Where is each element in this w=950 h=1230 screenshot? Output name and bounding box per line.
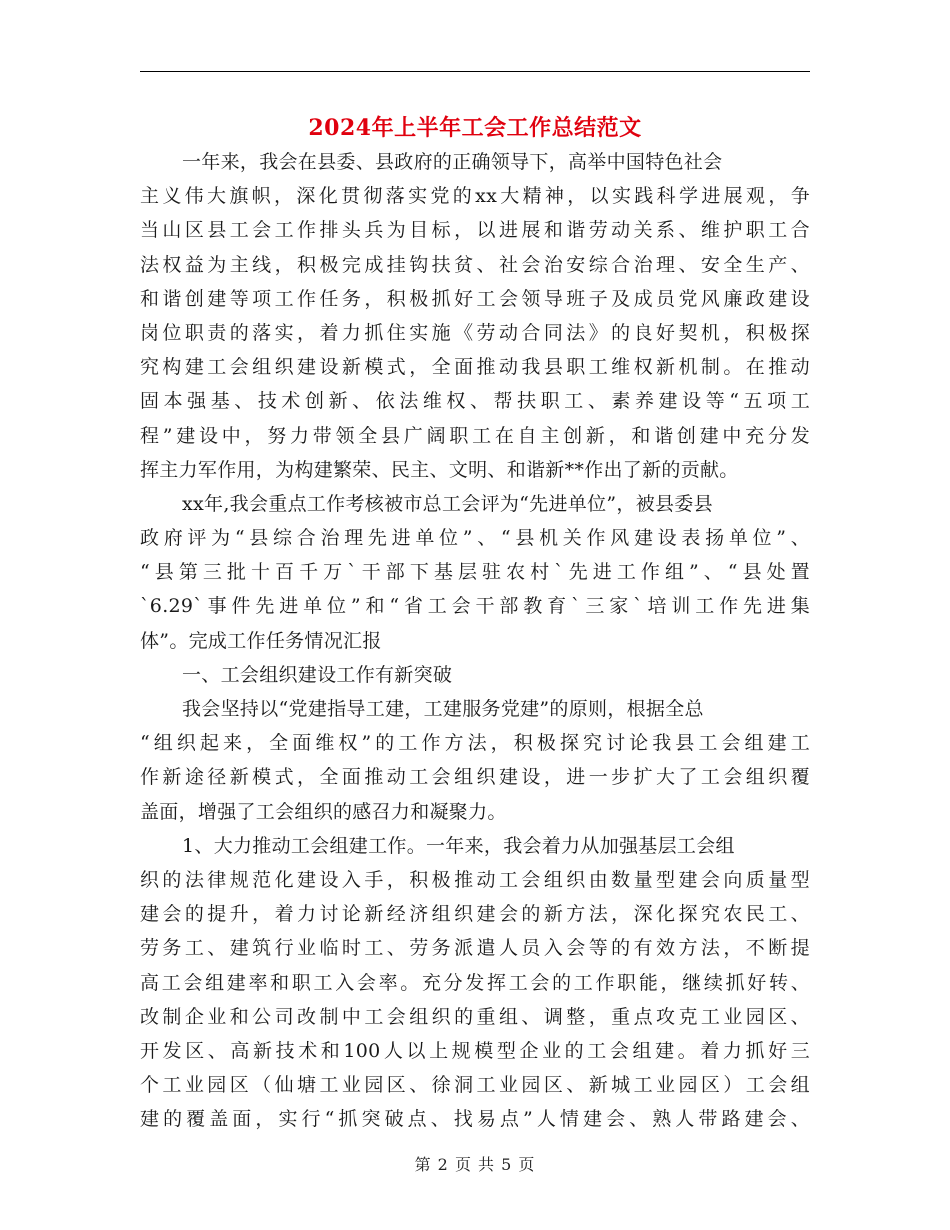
body-line: 开发区、高新技术和100人以上规模型企业的工会组建。着力抓好三 bbox=[140, 1039, 810, 1062]
body-line: 个工业园区（仙塘工业园区、徐洞工业园区、新城工业园区）工会组 bbox=[140, 1074, 810, 1097]
page-number: 第 2 页 共 5 页 bbox=[414, 1155, 536, 1174]
document-body bbox=[140, 145, 810, 1136]
body-line: 作新途径新模式，全面推动工会组织建设，进一步扩大了工会组织覆 bbox=[140, 766, 810, 789]
body-line: “县第三批十百千万`干部下基层驻农村`先进工作组”、“县处置 bbox=[140, 561, 810, 584]
body-line: 当山区县工会工作排头兵为目标，以进展和谐劳动关系、维护职工合 bbox=[140, 219, 810, 242]
body-line: 岗位职责的落实，着力抓住实施《劳动合同法》的良好契机，积极探 bbox=[140, 321, 810, 344]
body-line: 究构建工会组织建设新模式，全面推动我县职工维权新机制。在推动 bbox=[140, 356, 810, 379]
body-line: 建会的提升，着力讨论新经济组织建会的新方法，深化探究农民工、 bbox=[140, 903, 810, 926]
body-line: 改制企业和公司改制中工会组织的重组、调整，重点攻克工业园区、 bbox=[140, 1005, 810, 1028]
body-line: 织的法律规范化建设入手，积极推动工会组织由数量型建会向质量型 bbox=[140, 868, 810, 891]
body-line: 主义伟大旗帜，深化贯彻落实党的xx大精神，以实践科学进展观，争 bbox=[140, 185, 810, 208]
body-line: 和谐创建等项工作任务，积极抓好工会领导班子及成员党风廉政建设 bbox=[140, 287, 810, 310]
body-line: 固本强基、技术创新、依法维权、帮扶职工、素养建设等“五项工 bbox=[140, 390, 810, 413]
body-line: “组织起来，全面维权”的工作方法，积极探究讨论我县工会组建工 bbox=[140, 732, 810, 755]
body-line: 我会坚持以“党建指导工建，工建服务党建”的原则，根据全总 bbox=[182, 698, 704, 720]
body-line: `6.29`事件先进单位”和“省工会干部教育`三家`培训工作先进集 bbox=[140, 595, 810, 618]
section-heading: 一、工会组织建设工作有新突破 bbox=[182, 663, 453, 686]
body-line: 政府评为“县综合治理先进单位”、“县机关作风建设表扬单位”、 bbox=[140, 527, 810, 550]
document-title: 2024年上半年工会工作总结范文 bbox=[308, 115, 642, 141]
body-line: xx年,我会重点工作考核被市总工会评为“先进单位”，被县委县 bbox=[182, 492, 713, 515]
body-line: 法权益为主线，积极完成挂钩扶贫、社会治安综合治理、安全生产、 bbox=[140, 253, 810, 276]
header-rule bbox=[140, 71, 810, 72]
body-line: 1、大力推动工会组建工作。一年来，我会着力从加强基层工会组 bbox=[182, 834, 735, 857]
body-line: 程”建设中，努力带领全县广阔职工在自主创新，和谐创建中充分发 bbox=[140, 424, 810, 447]
body-line: 高工会组建率和职工入会率。充分发挥工会的工作职能，继续抓好转、 bbox=[140, 971, 810, 994]
body-line: 体”。完成工作任务情况汇报 bbox=[140, 629, 382, 652]
body-line: 建的覆盖面，实行“抓突破点、找易点”人情建会、熟人带路建会、 bbox=[140, 1108, 810, 1131]
body-line: 盖面，增强了工会组织的感召力和凝聚力。 bbox=[140, 800, 507, 823]
body-line: 劳务工、建筑行业临时工、劳务派遣人员入会等的有效方法，不断提 bbox=[140, 937, 810, 960]
body-line: 一年来，我会在县委、县政府的正确领导下，高举中国特色社会 bbox=[182, 151, 723, 173]
body-line: 挥主力军作用，为构建繁荣、民主、文明、和谐新**作出了新的贡献。 bbox=[140, 458, 739, 481]
